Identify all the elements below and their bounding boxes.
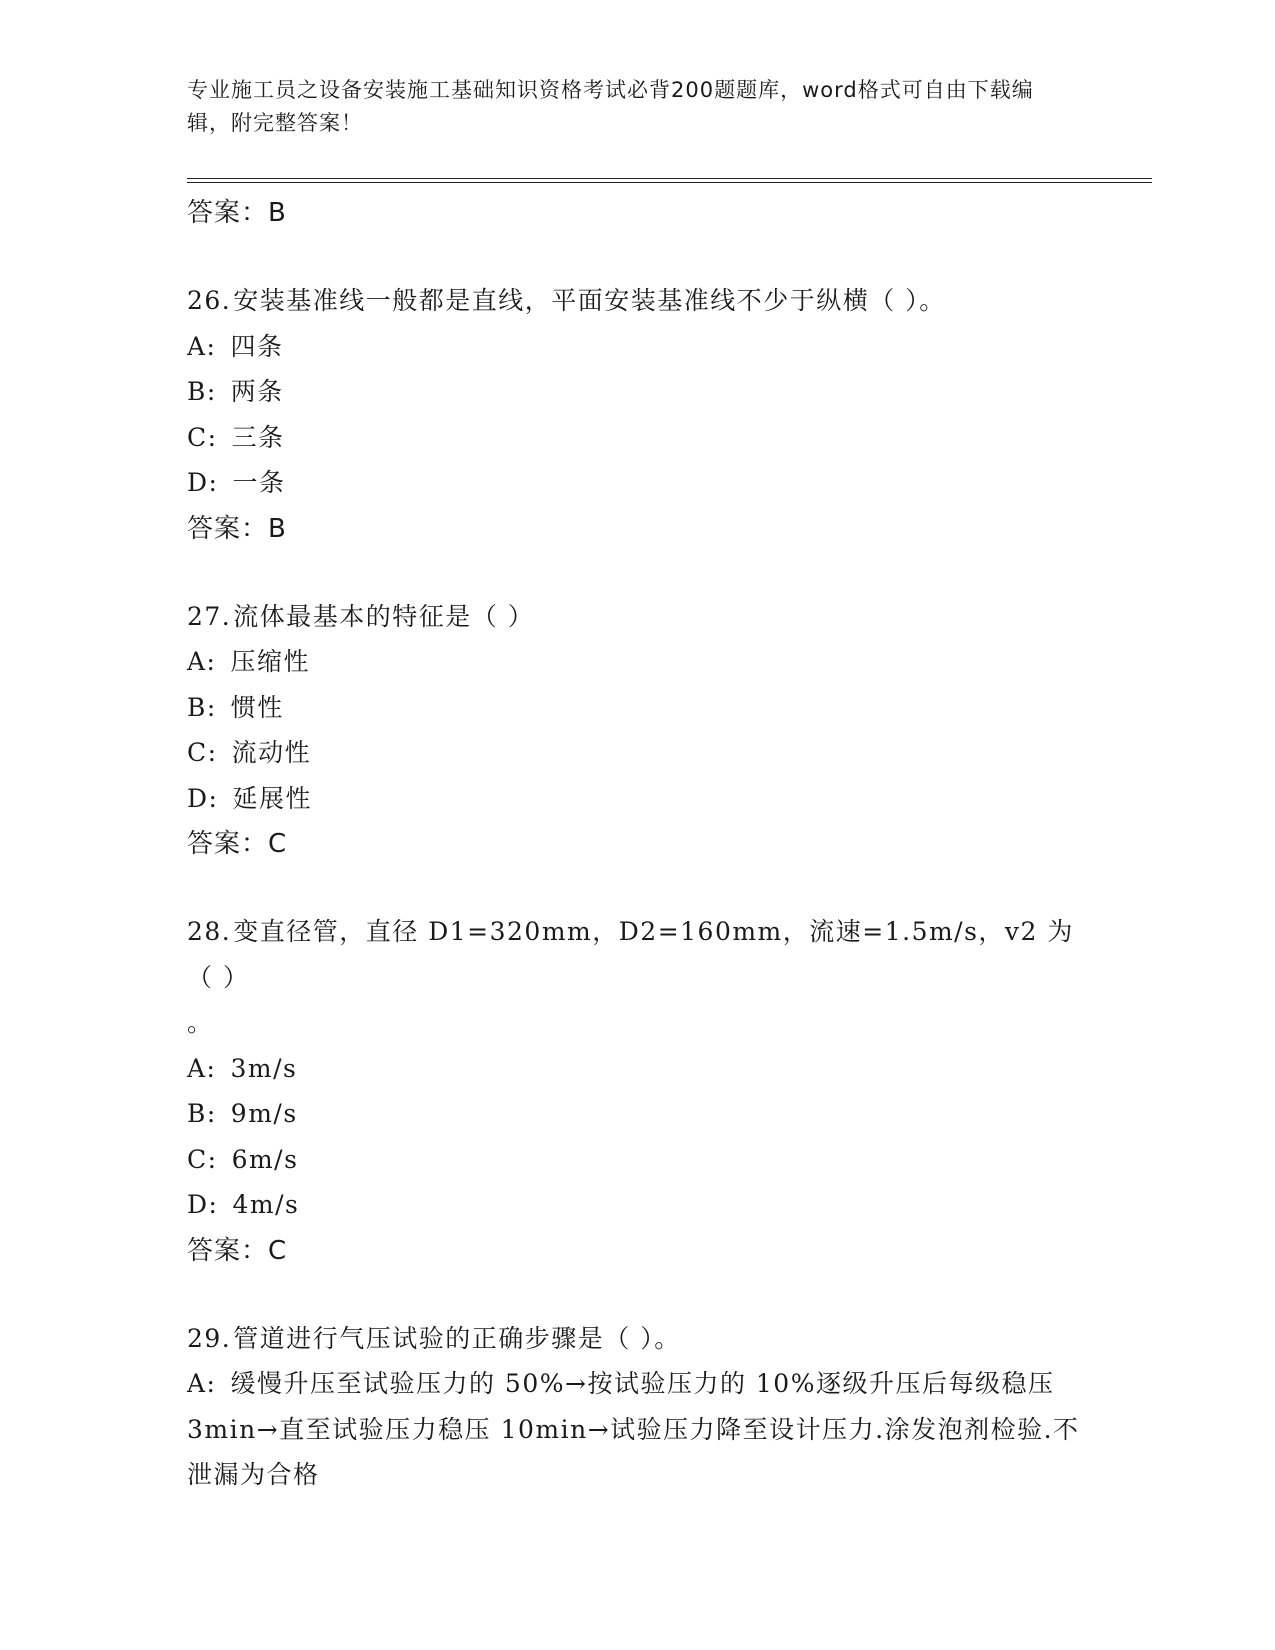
option-text: 流动性 <box>231 738 312 767</box>
option-c <box>187 415 1087 461</box>
option-key: D: <box>187 468 219 497</box>
option-a <box>187 324 1087 370</box>
question-stem <box>187 1316 1087 1362</box>
answer-line <box>187 1228 1087 1274</box>
answer-label: 答案： <box>187 198 269 228</box>
question-text: 流体最基本的特征是（ ） <box>233 601 535 631</box>
option-text: 三条 <box>231 422 285 452</box>
option-text: 延展性 <box>232 783 312 813</box>
answer-value: B <box>268 198 287 228</box>
option-key: D: <box>187 783 219 813</box>
answer-value: C <box>268 829 288 859</box>
answer-label: 答案： <box>187 1235 269 1266</box>
answer-label: 答案： <box>187 513 269 544</box>
option-b <box>187 685 1087 731</box>
answer-label: 答案： <box>187 829 269 859</box>
option-key: C: <box>187 1144 218 1174</box>
option-key: A: <box>187 1369 217 1398</box>
option-text: 3m/s <box>230 1053 298 1083</box>
option-key: C: <box>187 422 218 452</box>
option-b <box>187 369 1087 415</box>
answer-line <box>187 190 1087 236</box>
option-a <box>187 1361 1087 1498</box>
question-stem <box>187 909 1087 1000</box>
question-29 <box>187 1316 1087 1498</box>
question-28 <box>187 909 1087 1274</box>
option-text: 9m/s <box>230 1099 298 1128</box>
option-text: 一条 <box>232 468 286 497</box>
option-key: C: <box>187 738 218 767</box>
option-text: 两条 <box>230 377 284 406</box>
option-key: A: <box>187 1053 217 1083</box>
option-text: 缓慢升压至试验压力的 50%→按试验压力的 10%逐级升压后每级稳压 3min→直至试验压力稳压 10min→试验压力降至设计压力.涂发泡剂检验.不泄漏为合格 <box>187 1369 1080 1489</box>
option-c <box>187 1137 1087 1183</box>
option-d <box>187 776 1087 822</box>
option-d <box>187 460 1087 506</box>
question-number: 29. <box>187 1323 232 1353</box>
answer-line <box>187 506 1087 552</box>
question-text: 变直径管，直径 D1=320mm，D2=160mm，流速=1.5m/s，v2 为（ ） <box>187 917 1074 992</box>
header-divider <box>187 178 1152 183</box>
answer-value: B <box>268 513 287 544</box>
option-text: 四条 <box>230 331 284 361</box>
question-text: 管道进行气压试验的正确步骤是（ ）。 <box>233 1323 681 1353</box>
question-number: 26. <box>187 286 232 315</box>
answer-line <box>187 821 1087 867</box>
option-a <box>187 639 1087 685</box>
option-text: 惯性 <box>230 692 284 722</box>
option-c <box>187 730 1087 776</box>
question-27 <box>187 594 1087 868</box>
option-text: 压缩性 <box>230 647 310 676</box>
option-key: A: <box>187 647 217 676</box>
question-number: 27. <box>187 601 232 631</box>
question-number: 28. <box>187 917 232 946</box>
option-b <box>187 1091 1087 1137</box>
option-key: B: <box>187 377 217 406</box>
question-stem <box>187 594 1087 640</box>
question-list <box>187 190 1087 1498</box>
option-key: B: <box>187 1099 217 1128</box>
option-key: D: <box>187 1190 219 1219</box>
option-d <box>187 1182 1087 1228</box>
question-26 <box>187 278 1087 552</box>
option-text: 6m/s <box>231 1144 299 1174</box>
question-stem-continuation: 。 <box>187 1008 213 1037</box>
option-a <box>187 1046 1087 1092</box>
question-stem <box>187 278 1087 324</box>
answer-value: C <box>268 1235 288 1266</box>
option-key: B: <box>187 692 217 722</box>
option-key: A: <box>187 331 217 361</box>
question-text: 安装基准线一般都是直线，平面安装基准线不少于纵横（ ）。 <box>233 286 946 315</box>
option-text: 4m/s <box>232 1190 300 1219</box>
page-header: 专业施工员之设备安装施工基础知识资格考试必背200题题库，word格式可自由下载编辑，附完整答案！ <box>187 78 1034 135</box>
